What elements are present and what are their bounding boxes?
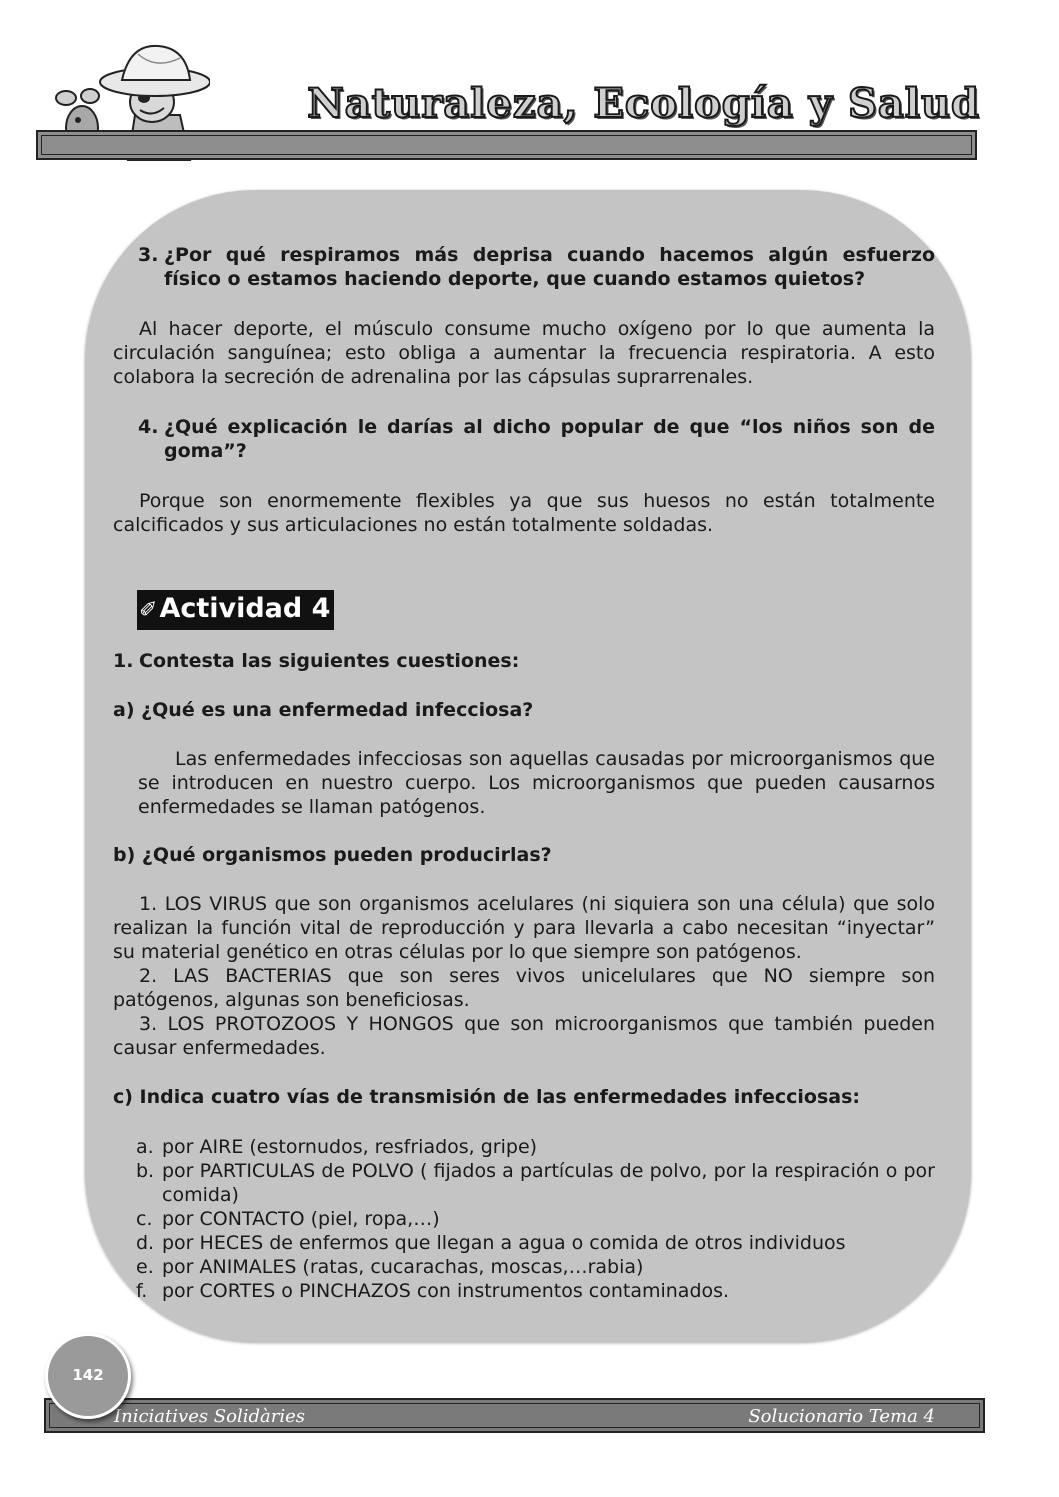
header-title: Naturaleza, Ecología y Salud (307, 80, 980, 127)
list-item (136, 1159, 935, 1207)
subquestion-a: a) ¿Qué es una enfermedad infecciosa? (113, 699, 534, 721)
activity-heading-row (113, 590, 935, 630)
question-4 (113, 415, 935, 463)
transmission-list (136, 1135, 935, 1303)
answer-b (113, 892, 935, 1060)
pen-icon: ✐ (139, 598, 158, 623)
footer-bar (44, 1398, 985, 1433)
content (113, 243, 935, 1303)
list-item (136, 1279, 935, 1303)
footer-right-text: Solucionario Tema 4 (748, 1406, 935, 1427)
question-number: 3. (138, 244, 159, 266)
list-item (136, 1231, 935, 1255)
footer-left-text: Iniciatives Solidàries (114, 1406, 305, 1427)
list-letter: d. (136, 1232, 155, 1254)
answer-3: Al hacer deporte, el músculo consume mucho oxígeno por lo que aumenta la circulación sanguínea; esto obliga a aumentar la frecuencia respiratoria. A esto colabora la secreción de adrenalina por las cápsulas suprarrenales. (113, 318, 935, 388)
question-number: 1. (113, 650, 134, 672)
list-letter: a. (136, 1136, 154, 1158)
list-letter: c. (136, 1208, 153, 1230)
answer-a-text: Las enfermedades infecciosas son aquellas causadas por microorganismos que se introducen en nuestro cuerpo. Los microorganismos que pueden causarnos enfermedades se llaman patógenos. (138, 748, 935, 818)
answer-a (113, 747, 935, 819)
list-letter: b. (136, 1160, 155, 1182)
answer-b-item: 1. LOS VIRUS que son organismos acelulares (ni siquiera son una célula) que solo realizan la función vital de reproducción y para llevarla a cabo necesitan “inyectar” su material genético en otras células por lo que siempre son patógenos. (113, 893, 935, 963)
list-letter: e. (136, 1256, 154, 1278)
activity-title: Actividad 4 (159, 593, 331, 624)
list-letter: f. (136, 1280, 148, 1302)
list-item (136, 1255, 935, 1279)
answer-b-item: 3. LOS PROTOZOOS Y HONGOS que son microorganismos que también pueden causar enfermedades. (113, 1013, 935, 1059)
answer-b-item: 2. LAS BACTERIAS que son seres vivos unicelulares que NO siempre son patógenos, algunas son beneficiosas. (113, 965, 935, 1011)
list-text: por HECES de enfermos que llegan a agua o comida de otros individuos (162, 1232, 846, 1254)
subquestion-c: c) Indica cuatro vías de transmisión de las enfermedades infecciosas: (113, 1086, 861, 1108)
question-number: 4. (138, 416, 159, 438)
question-text: ¿Qué explicación le darías al dicho popular de que “los niños son de goma”? (164, 416, 935, 462)
list-text: por CONTACTO (piel, ropa,…) (162, 1208, 440, 1230)
activity-heading (137, 590, 334, 630)
answer-4: Porque son enormemente flexibles ya que sus huesos no están totalmente calcificados y sus articulaciones no están totalmente soldadas. (113, 490, 935, 536)
page-number: 142 (45, 1333, 131, 1419)
list-text: por AIRE (estornudos, resfriados, gripe) (162, 1136, 538, 1158)
subquestion-b: b) ¿Qué organismos pueden producirlas? (113, 844, 552, 866)
list-item (136, 1135, 935, 1159)
header-bar (36, 130, 977, 160)
question-3 (113, 243, 935, 291)
list-text: por PARTICULAS de POLVO ( fijados a partículas de polvo, por la respiración o por comida) (162, 1160, 935, 1206)
question-text: Contesta las siguientes cuestiones: (139, 650, 520, 672)
question-text: ¿Por qué respiramos más deprisa cuando hacemos algún esfuerzo físico o estamos haciendo deporte, que cuando estamos quietos? (164, 244, 935, 290)
list-text: por ANIMALES (ratas, cucarachas, moscas,…rabia) (162, 1256, 644, 1278)
list-item (136, 1207, 935, 1231)
question-1 (113, 649, 935, 673)
list-text: por CORTES o PINCHAZOS con instrumentos contaminados. (162, 1280, 730, 1302)
